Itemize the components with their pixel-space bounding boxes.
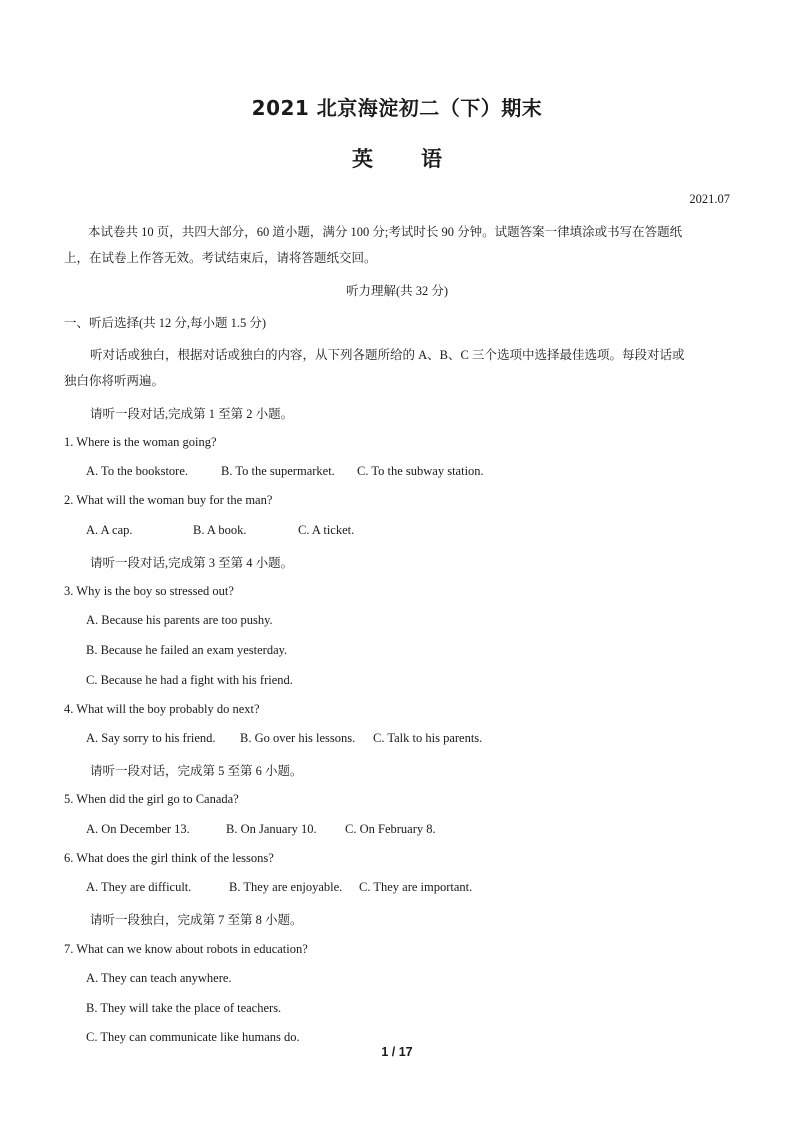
question-4: 4. What will the boy probably do next?: [64, 702, 260, 716]
q7-option-a: A. They can teach anywhere.: [86, 971, 232, 985]
q4-option-c: C. Talk to his parents.: [373, 731, 483, 745]
question-7: 7. What can we know about robots in education?: [64, 942, 308, 956]
intro-line-1: 本试卷共 10 页，共四大部分，60 道小题，满分 100 分;考试时长 90 分钟。试题答案一律填涂或书写在答题纸: [88, 225, 683, 239]
q7-option-b: B. They will take the place of teachers.: [86, 1001, 282, 1015]
question-3: 3. Why is the boy so stressed out?: [64, 584, 234, 598]
q3-option-b: B. Because he failed an exam yesterday.: [86, 643, 288, 657]
group-instruction: 请听一段对话，完成第 5 至第 6 小题。: [90, 764, 303, 778]
page-title: 2021 北京海淀初二（下）期末: [251, 96, 543, 120]
question-1: 1. Where is the woman going?: [64, 435, 217, 449]
q3-option-c: C. Because he had a fight with his friend.: [86, 673, 293, 687]
q2-option-b: B. A book.: [193, 523, 247, 537]
q6-option-a: A. They are difficult.: [86, 880, 192, 894]
q4-option-b: B. Go over his lessons.: [240, 731, 356, 745]
group-instruction: 请听一段对话,完成第 1 至第 2 小题。: [90, 407, 294, 421]
q3-option-a: A. Because his parents are too pushy.: [86, 613, 273, 627]
group-instruction: 请听一段独白，完成第 7 至第 8 小题。: [90, 913, 303, 927]
q1-option-b: B. To the supermarket.: [221, 464, 335, 478]
exam-date: 2021.07: [689, 192, 730, 206]
q7-option-c: C. They can communicate like humans do.: [86, 1030, 300, 1044]
q4-option-a: A. Say sorry to his friend.: [86, 731, 216, 745]
q6-option-b: B. They are enjoyable.: [229, 880, 343, 894]
q5-option-a: A. On December 13.: [86, 822, 190, 836]
intro-line-2: 上，在试卷上作答无效。考试结束后，请将答题纸交回。: [64, 251, 377, 265]
question-6: 6. What does the girl think of the lessons?: [64, 851, 274, 865]
q5-option-c: C. On February 8.: [345, 822, 436, 836]
q2-option-a: A. A cap.: [86, 523, 133, 537]
q6-option-c: C. They are important.: [359, 880, 473, 894]
page-number: 1 / 17: [381, 1045, 413, 1059]
section-title: 一、听后选择(共 12 分,每小题 1.5 分): [64, 316, 267, 330]
subject-char-1: 英: [352, 147, 373, 171]
q1-option-c: C. To the subway station.: [357, 464, 484, 478]
section-instruction-line-1: 听对话或独白，根据对话或独白的内容，从下列各题所给的 A、B、C 三个选项中选择最佳选项。每段对话或: [90, 348, 685, 362]
q2-option-c: C. A ticket.: [298, 523, 355, 537]
section-instruction-line-2: 独白你将听两遍。: [64, 374, 165, 388]
subject-char-2: 语: [421, 147, 442, 171]
q1-option-a: A. To the bookstore.: [86, 464, 189, 478]
question-5: 5. When did the girl go to Canada?: [64, 792, 239, 806]
question-2: 2. What will the woman buy for the man?: [64, 493, 273, 507]
q5-option-b: B. On January 10.: [226, 822, 317, 836]
part-title: 听力理解(共 32 分): [345, 284, 449, 298]
group-instruction: 请听一段对话,完成第 3 至第 4 小题。: [90, 556, 294, 570]
